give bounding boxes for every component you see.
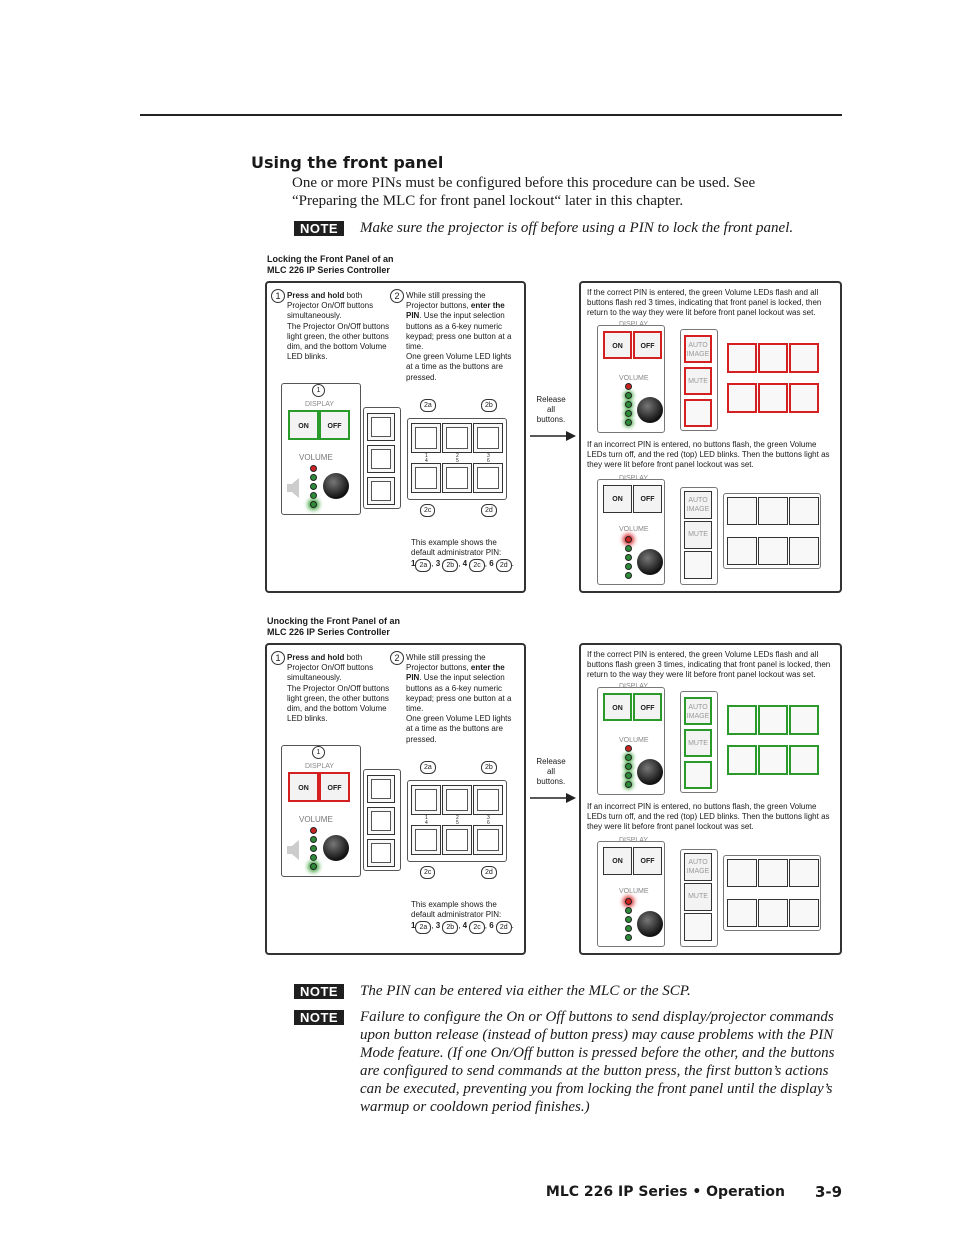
step-2-bold: enter the PIN xyxy=(406,301,505,321)
off-button[interactable]: OFF xyxy=(633,485,662,513)
image-label: IMAGE xyxy=(686,868,710,875)
figure-1-caption-line-2: MLC 226 IP Series Controller xyxy=(267,265,390,275)
correct-pin-text: If the correct PIN is entered, the green Volume LEDs flash and all buttons flash green 3 times, indicating that front panel is locked, then return to the way they were lit before front panel lockout was set. xyxy=(587,650,831,680)
input-key-2[interactable] xyxy=(758,859,788,887)
input-key-4[interactable] xyxy=(727,537,757,565)
pin-key: 2d xyxy=(496,559,512,572)
input-key-2[interactable] xyxy=(758,705,788,735)
input-key-1[interactable] xyxy=(727,859,757,887)
on-button[interactable]: ON xyxy=(288,410,319,440)
note-text-2: The PIN can be entered via either the MLC or the SCP. xyxy=(360,983,691,999)
callout-2a: 2a xyxy=(420,399,436,412)
on-button[interactable]: ON xyxy=(603,847,632,875)
input-key-4[interactable] xyxy=(727,899,757,927)
input-key-5[interactable] xyxy=(758,537,788,565)
off-button[interactable]: OFF xyxy=(319,772,350,802)
incorrect-pin-text: If an incorrect PIN is entered, no buttons flash, the green Volume LEDs turn off, and the red (top) LED blinks. Then the buttons light as they were lit before front panel lockout was set. xyxy=(587,440,830,470)
key-label: 6 xyxy=(487,820,490,826)
mute-button[interactable]: MUTE xyxy=(684,367,712,395)
dim-button[interactable] xyxy=(684,761,712,789)
figure-2-caption xyxy=(267,616,400,638)
input-key-5[interactable] xyxy=(758,383,788,413)
volume-led xyxy=(625,563,632,570)
figure-1-steps-panel xyxy=(265,281,526,593)
volume-led xyxy=(625,754,632,761)
input-key-5[interactable] xyxy=(442,463,472,493)
pin-key: 2a xyxy=(415,921,431,934)
volume-knob[interactable] xyxy=(637,549,663,575)
auto-image-button[interactable] xyxy=(684,335,712,363)
auto-label: AUTO xyxy=(688,342,708,349)
key-label: 2 xyxy=(456,453,459,459)
display-label: DISPLAY xyxy=(619,321,649,328)
step-2-number: 2 xyxy=(390,651,404,665)
key-label: 4 xyxy=(425,820,428,826)
input-key-3[interactable] xyxy=(473,785,503,815)
step-1-detail: The Projector On/Off buttons light green, the other buttons dim, and the bottom Volume LED blinks. xyxy=(287,321,390,362)
input-key-6[interactable] xyxy=(789,899,819,927)
volume-label: VOLUME xyxy=(619,888,649,895)
volume-led xyxy=(625,401,632,408)
volume-led xyxy=(310,854,317,861)
input-key-6[interactable] xyxy=(473,825,503,855)
mute-button[interactable]: MUTE xyxy=(684,883,712,911)
display-label: DISPLAY xyxy=(305,763,335,770)
release-line: buttons. xyxy=(536,415,566,425)
pin-key: 2c xyxy=(469,559,484,572)
input-key-2[interactable] xyxy=(758,497,788,525)
input-key-2[interactable] xyxy=(442,785,472,815)
display-label: DISPLAY xyxy=(305,401,335,408)
image-label: IMAGE xyxy=(686,713,710,720)
release-line: all xyxy=(546,405,555,415)
volume-knob[interactable] xyxy=(637,911,663,937)
release-line: Release xyxy=(536,757,566,766)
pin-key: 2a xyxy=(415,559,431,572)
page-number: 3-9 xyxy=(815,1183,843,1201)
mute-button[interactable]: MUTE xyxy=(684,729,712,757)
pin-digit: 3 xyxy=(435,559,441,569)
volume-led xyxy=(625,545,632,552)
volume-label: VOLUME xyxy=(619,737,649,744)
off-button[interactable]: OFF xyxy=(633,847,662,875)
off-button[interactable]: OFF xyxy=(633,693,662,721)
note-text-3: Failure to configure the On or Off buttons to send display/projector commands upon button release (instead of button press) may cause problems with the PIN Mode feature. (If one On/Off button is pressed before the other, and the buttons are configured to send commands at the button press, the first button’s actions can be executed, preventing you from locking the front panel until the display’s warmup or cooldown period finishes.) xyxy=(360,1009,835,1115)
volume-led xyxy=(625,419,632,426)
note-badge: NOTE xyxy=(294,221,344,236)
example-text xyxy=(411,900,521,933)
step-2-rest: . Use the input selection buttons as a 6-key numeric keypad; press one button at a time. xyxy=(406,673,512,714)
figure-2-steps-panel xyxy=(265,643,526,955)
example-line-1: This example shows the xyxy=(411,900,497,909)
dim-button[interactable] xyxy=(684,551,712,579)
arrow-right-icon xyxy=(528,429,578,443)
volume-led-red xyxy=(625,383,632,390)
volume-led xyxy=(310,474,317,481)
volume-led xyxy=(625,925,632,932)
figure-1-caption xyxy=(267,254,394,276)
input-key-1[interactable] xyxy=(727,343,757,373)
callout-1: 1 xyxy=(312,746,325,759)
arrow-right-icon xyxy=(528,791,578,805)
key-label: 3 xyxy=(487,453,490,459)
volume-label: VOLUME xyxy=(619,375,649,382)
input-key-1[interactable] xyxy=(411,785,441,815)
figure-2-results-panel xyxy=(579,643,842,955)
volume-led-red xyxy=(625,745,632,752)
callout-2b: 2b xyxy=(481,399,497,412)
release-text-1 xyxy=(532,395,570,426)
input-key-4[interactable] xyxy=(411,463,441,493)
on-button[interactable]: ON xyxy=(288,772,319,802)
off-button[interactable]: OFF xyxy=(319,410,350,440)
step-2-text xyxy=(406,653,518,745)
release-line: buttons. xyxy=(536,777,566,787)
display-label: DISPLAY xyxy=(619,837,649,844)
callout-2c: 2c xyxy=(420,866,435,879)
auto-label: AUTO xyxy=(688,497,708,504)
step-2-text xyxy=(406,291,518,383)
volume-knob[interactable] xyxy=(637,759,663,785)
input-key-6[interactable] xyxy=(789,383,819,413)
volume-label: VOLUME xyxy=(619,526,649,533)
input-key-3[interactable] xyxy=(789,705,819,735)
pin-digit: 4 xyxy=(462,921,468,931)
volume-led-blinking xyxy=(310,863,317,870)
volume-led xyxy=(310,845,317,852)
pin-digit: 3 xyxy=(435,921,441,931)
input-key-1[interactable] xyxy=(727,705,757,735)
volume-knob[interactable] xyxy=(323,473,349,499)
step-1-bold: Press and hold xyxy=(287,291,345,300)
input-key-5[interactable] xyxy=(442,825,472,855)
step-1-text xyxy=(287,653,395,724)
image-label: IMAGE xyxy=(686,351,710,358)
figure-2-caption-line-2: MLC 226 IP Series Controller xyxy=(267,627,390,637)
on-button[interactable]: ON xyxy=(603,331,632,359)
step-2-rest: . Use the input selection buttons as a 6-key numeric keypad; press one button at a time. xyxy=(406,311,512,352)
callout-1: 1 xyxy=(312,384,325,397)
volume-led xyxy=(625,781,632,788)
pin-digit: 6 xyxy=(489,921,494,931)
step-2-detail: One green Volume LED lights at a time as the buttons are pressed. xyxy=(406,714,512,744)
volume-label: VOLUME xyxy=(299,453,333,462)
step-2-number: 2 xyxy=(390,289,404,303)
volume-led xyxy=(625,772,632,779)
example-pin: 1 2a , 3 2b , 4 2c , 6 2d . xyxy=(411,558,521,571)
volume-led xyxy=(625,572,632,579)
volume-led xyxy=(625,410,632,417)
callout-2d: 2d xyxy=(481,504,497,517)
key-label: 1 xyxy=(425,453,428,459)
step-2-detail: One green Volume LED lights at a time as the buttons are pressed. xyxy=(406,352,512,382)
auto-label: AUTO xyxy=(688,704,708,711)
step-1-text xyxy=(287,291,395,362)
dim-button[interactable] xyxy=(367,775,395,803)
auto-label: AUTO xyxy=(688,859,708,866)
input-key-2[interactable] xyxy=(442,423,472,453)
volume-led xyxy=(310,492,317,499)
input-key-2[interactable] xyxy=(758,343,788,373)
note-text-1: Make sure the projector is off before using a PIN to lock the front panel. xyxy=(360,220,794,236)
dim-button[interactable] xyxy=(367,839,395,867)
release-text-2 xyxy=(532,757,570,788)
input-key-5[interactable] xyxy=(758,899,788,927)
input-key-3[interactable] xyxy=(789,859,819,887)
callout-2b: 2b xyxy=(481,761,497,774)
step-1-bold: Press and hold xyxy=(287,653,345,662)
volume-led xyxy=(625,934,632,941)
pin-key: 2d xyxy=(496,921,512,934)
input-key-6[interactable] xyxy=(789,537,819,565)
figure-2-caption-line-1: Unocking the Front Panel of an xyxy=(267,616,401,626)
pin-key: 2c xyxy=(469,921,484,934)
key-label: 5 xyxy=(456,458,459,464)
key-label: 5 xyxy=(456,820,459,826)
callout-2a: 2a xyxy=(420,761,436,774)
volume-led-red-blinking xyxy=(625,898,632,905)
step-2-pre: While still pressing the Projector buttons, xyxy=(406,291,486,311)
step-1-rest: both Projector On/Off buttons simultaneously. xyxy=(287,653,374,683)
volume-led-red xyxy=(310,827,317,834)
input-key-4[interactable] xyxy=(727,383,757,413)
volume-led xyxy=(310,836,317,843)
dim-button[interactable] xyxy=(367,807,395,835)
input-key-4[interactable] xyxy=(727,745,757,775)
volume-label: VOLUME xyxy=(299,815,333,824)
correct-pin-text: If the correct PIN is entered, the green Volume LEDs flash and all buttons flash red 3 times, indicating that front panel is locked, then return to the way they were lit before front panel lockout was set. xyxy=(587,288,822,318)
footer-title: MLC 226 IP Series • Operation xyxy=(545,1184,785,1200)
release-line: all xyxy=(546,767,555,777)
volume-knob[interactable] xyxy=(637,397,663,423)
input-key-3[interactable] xyxy=(473,423,503,453)
dim-button[interactable] xyxy=(684,399,712,427)
example-pin: 1 2a , 3 2b , 4 2c , 6 2d . xyxy=(411,920,521,933)
display-label: DISPLAY xyxy=(619,475,649,482)
image-label: IMAGE xyxy=(686,506,710,513)
callout-2c: 2c xyxy=(420,504,435,517)
volume-led xyxy=(625,392,632,399)
key-label: 3 xyxy=(487,815,490,821)
dim-button[interactable] xyxy=(367,477,395,505)
volume-led xyxy=(310,483,317,490)
pin-digit: 1 xyxy=(411,921,416,931)
input-key-4[interactable] xyxy=(411,825,441,855)
volume-led xyxy=(625,763,632,770)
key-label: 2 xyxy=(456,815,459,821)
volume-led xyxy=(625,916,632,923)
dim-button[interactable] xyxy=(684,913,712,941)
pin-key: 2b xyxy=(442,559,458,572)
input-key-5[interactable] xyxy=(758,745,788,775)
step-1-number: 1 xyxy=(271,651,285,665)
input-key-3[interactable] xyxy=(789,343,819,373)
auto-image-button[interactable] xyxy=(684,853,712,881)
on-button[interactable]: ON xyxy=(603,485,632,513)
display-label: DISPLAY xyxy=(619,683,649,690)
note-badge: NOTE xyxy=(294,984,344,999)
auto-image-button[interactable] xyxy=(684,697,712,725)
dim-button[interactable] xyxy=(367,413,395,441)
pin-digit: 1 xyxy=(411,559,416,569)
on-button[interactable]: ON xyxy=(603,693,632,721)
pin-digit: 4 xyxy=(462,559,468,569)
incorrect-pin-text: If an incorrect PIN is entered, no buttons flash, the green Volume LEDs turn off, and the red (top) LED blinks. Then the buttons light as they were lit before front panel lockout was set. xyxy=(587,802,830,832)
intro-line-1: One or more PINs must be configured before this procedure can be used. See xyxy=(292,175,756,191)
example-line-2: default administrator PIN: xyxy=(411,548,502,558)
callout-2d: 2d xyxy=(481,866,497,879)
input-key-1[interactable] xyxy=(727,497,757,525)
intro-paragraph xyxy=(292,174,837,210)
header-rule xyxy=(140,114,842,116)
figure-1-results-panel xyxy=(579,281,842,593)
auto-image-button[interactable] xyxy=(684,491,712,519)
note-badge: NOTE xyxy=(294,1010,344,1025)
section-title: Using the front panel xyxy=(251,153,444,172)
input-key-3[interactable] xyxy=(789,497,819,525)
key-label: 4 xyxy=(425,458,428,464)
release-line: Release xyxy=(536,395,566,404)
pin-key: 2b xyxy=(442,921,458,934)
step-2-bold: enter the PIN xyxy=(406,663,505,683)
key-label: 1 xyxy=(425,815,428,821)
volume-led xyxy=(625,554,632,561)
mute-button[interactable]: MUTE xyxy=(684,521,712,549)
step-2-pre: While still pressing the Projector buttons, xyxy=(406,653,486,673)
input-key-6[interactable] xyxy=(473,463,503,493)
volume-knob[interactable] xyxy=(323,835,349,861)
step-1-rest: both Projector On/Off buttons simultaneously. xyxy=(287,291,374,321)
volume-led-red xyxy=(310,465,317,472)
off-button[interactable]: OFF xyxy=(633,331,662,359)
input-key-6[interactable] xyxy=(789,745,819,775)
volume-led-blinking xyxy=(310,501,317,508)
example-text xyxy=(411,538,521,571)
input-key-1[interactable] xyxy=(411,423,441,453)
dim-button[interactable] xyxy=(367,445,395,473)
pin-digit: 6 xyxy=(489,559,494,569)
volume-led xyxy=(625,907,632,914)
step-1-detail: The Projector On/Off buttons light green, the other buttons dim, and the bottom Volume LED blinks. xyxy=(287,683,390,724)
step-1-number: 1 xyxy=(271,289,285,303)
figure-1-caption-line-1: Locking the Front Panel of an xyxy=(267,254,394,264)
volume-led-red-blinking xyxy=(625,536,632,543)
intro-line-2: “Preparing the MLC for front panel lockout“ later in this chapter. xyxy=(292,193,684,209)
example-line-2: default administrator PIN: xyxy=(411,910,502,920)
example-line-1: This example shows the xyxy=(411,538,497,547)
key-label: 6 xyxy=(487,458,490,464)
